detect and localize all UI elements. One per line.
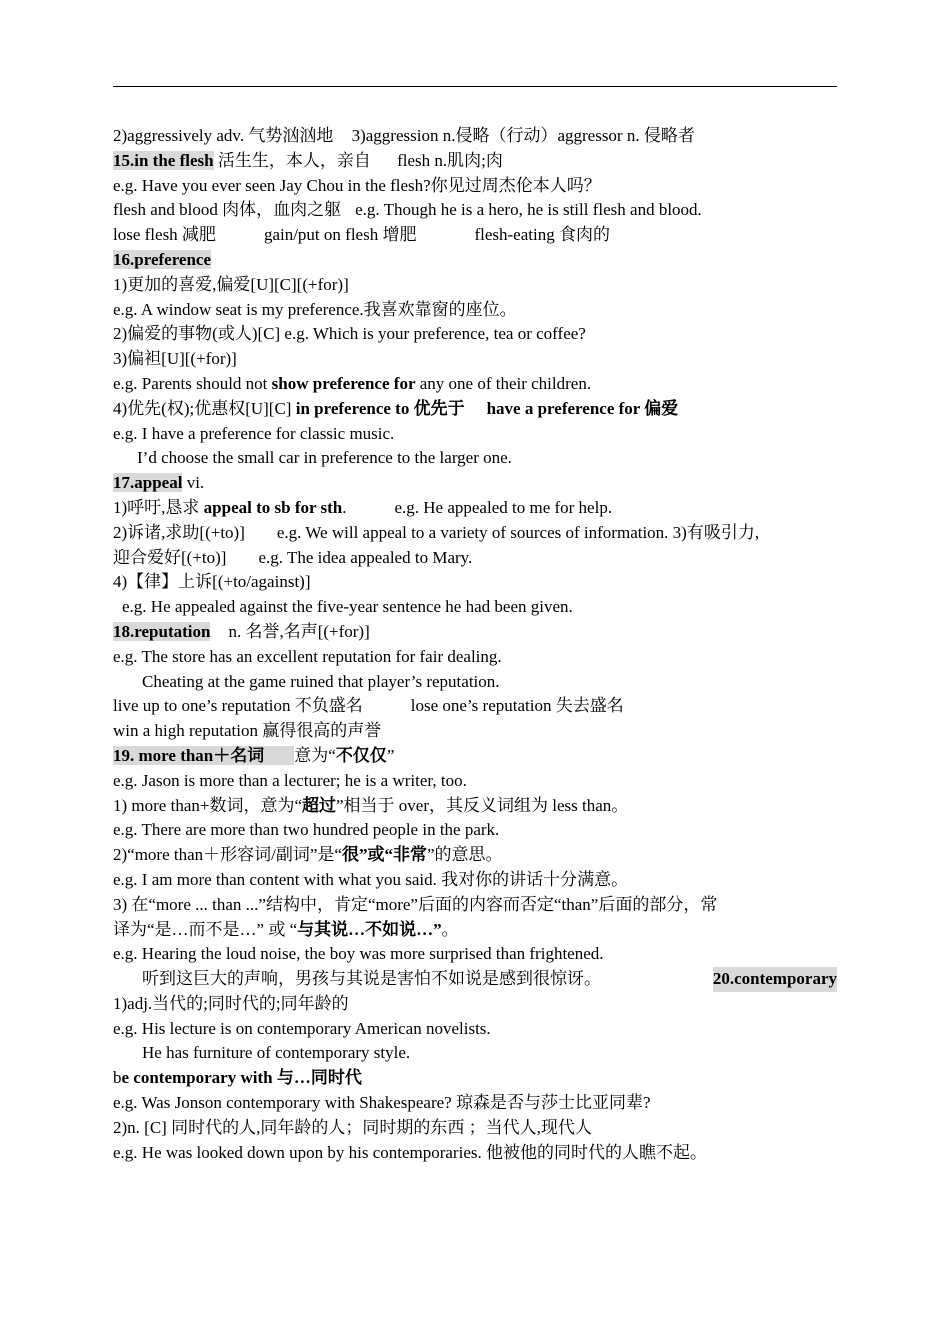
entry-heading-line: 19. more than＋名词 意为“不仅仅” [113, 745, 395, 765]
entry-heading-line: 18.reputation n. 名誉,名声[(+for)] [113, 621, 370, 641]
header-rule [113, 86, 837, 87]
text-line: 4)优先(权);优惠权[U][C] in preference to 优先于 have a preference for 偏爱 [113, 398, 679, 418]
entry-heading: 17.appeal [113, 473, 183, 493]
entry-heading-line: 17.appeal vi. [113, 473, 205, 493]
text-line: e.g. His lecture is on contemporary American novelists. [113, 1018, 491, 1038]
text-line: e.g. Jason is more than a lecturer; he is a writer, too. [113, 770, 467, 790]
text-line: 1)呼吁,恳求 appeal to sb for sth. e.g. He appealed to me for help. [113, 497, 613, 517]
text-line: 2)诉诸,求助[(+to)] e.g. We will appeal to a variety of sources of information. 3)有吸引力, [113, 522, 760, 542]
entry-heading-line [113, 248, 841, 273]
text-line: 听到这巨大的声响，男孩与其说是害怕不如说是感到很惊讶。 20.contemporary [113, 967, 837, 992]
text-line: e.g. Parents should not show preference for any one of their children. [113, 373, 592, 393]
text-line: 1)adj.当代的;同时代的;同年龄的 [113, 993, 349, 1013]
text-line: 3)偏袒[U][(+for)] [113, 349, 237, 369]
entry-heading: 16.preference [113, 249, 212, 269]
text-line: e.g. I am more than content with what you said. 我对你的讲话十分满意。 [113, 869, 629, 889]
text-line: flesh and blood 肉体，血肉之躯 e.g. Though he is a hero, he is still flesh and blood. [113, 200, 702, 220]
text-line: 1) more than+数词，意为“超过”相当于 over，其反义词组为 less than。 [113, 795, 629, 815]
text-line: 译为“是…而不是…” 或 “与其说…不如说…”。 [113, 919, 459, 939]
text-line: e.g. He was looked down upon by his contemporaries. 他被他的同时代的人瞧不起。 [113, 1142, 707, 1162]
text-line: e.g. There are more than two hundred people in the park. [113, 820, 500, 840]
text-line: e.g. A window seat is my preference.我喜欢靠窗的座位。 [113, 299, 517, 319]
text-line: 2)n. [C] 同时代的人,同年龄的人；同时期的东西 ；当代人,现代人 [113, 1117, 592, 1137]
text-line: 4)【律】上诉[(+to/against)] [113, 572, 311, 592]
text-line: e.g. Have you ever seen Jay Chou in the flesh?你见过周杰伦本人吗？ [113, 175, 601, 195]
entry-heading-line: 15.in the flesh 活生生，本人，亲自 flesh n.肌肉;肉 [113, 150, 503, 170]
text-line: e.g. I have a preference for classic music. [113, 423, 395, 443]
text-line: e.g. The store has an excellent reputation for fair dealing. [113, 646, 502, 666]
entry-heading: 19. more than＋名词 [113, 746, 294, 765]
document-body [113, 124, 841, 1165]
text-line: 3) 在“more ... than ...”结构中，肯定“more”后面的内容而否定“than”后面的部分，常 [113, 894, 718, 914]
entry-heading: 15.in the flesh [113, 150, 214, 170]
text-line: I’d choose the small car in preference to the larger one. [137, 448, 512, 468]
text-line: 2)“more than＋形容词/副词”是“很”或“非常”的意思。 [113, 845, 503, 865]
text-line: e.g. Hearing the loud noise, the boy was more surprised than frightened. [113, 944, 604, 964]
text-line: 迎合爱好[(+to)] e.g. The idea appealed to Mary. [113, 547, 473, 567]
entry-heading: 20.contemporary [713, 967, 837, 992]
text-line: lose flesh 减肥 gain/put on flesh 增肥 flesh-eating 食肉的 [113, 225, 610, 245]
text-line: 2)aggressively adv. 气势汹汹地 3)aggression n.侵略（行动）aggressor n. 侵略者 [113, 126, 695, 145]
entry-heading: 18.reputation [113, 621, 211, 641]
text-line: win a high reputation 赢得很高的声誉 [113, 721, 382, 741]
text-line: Cheating at the game ruined that player’s reputation. [142, 671, 500, 691]
text-line: 2)偏爱的事物(或人)[C] e.g. Which is your preference, tea or coffee? [113, 324, 586, 344]
text-line: e.g. Was Jonson contemporary with Shakespeare? 琼森是否与莎士比亚同辈? [113, 1093, 651, 1113]
text-line: He has furniture of contemporary style. [142, 1043, 411, 1063]
text-line: be contemporary with 与…同时代 [113, 1068, 362, 1088]
text-line: 1)更加的喜爱,偏爱[U][C][(+for)] [113, 274, 349, 294]
text-line: live up to one’s reputation 不负盛名 lose one’s reputation 失去盛名 [113, 696, 624, 716]
text-line: e.g. He appealed against the five-year sentence he had been given. [122, 597, 573, 617]
